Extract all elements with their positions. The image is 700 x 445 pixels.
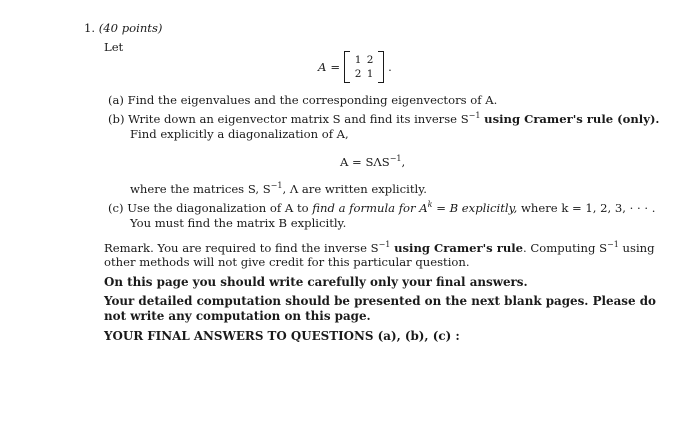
part-c-text: Use the diagonalization of A to (127, 201, 309, 215)
part-c-italic: find a formula for A (312, 201, 428, 215)
part-b-line2: Find explicitly a diagonalization of A, (130, 127, 349, 141)
remark-line2: other methods will not give credit for this particular question. (104, 255, 470, 269)
matrix-name: A (318, 59, 327, 74)
part-c-label: (c) (108, 201, 124, 215)
part-b-text: Write down an eigenvector matrix S and find its inverse S (128, 112, 469, 126)
diagonalization-equation (340, 154, 405, 169)
superscript: k (427, 200, 433, 209)
matrix-entries (352, 53, 376, 81)
problem-points: (40 points) (98, 21, 163, 35)
superscript: −1 (468, 111, 481, 120)
superscript: −1 (389, 154, 402, 163)
part-b-line3-post: , Λ are written explicitly. (282, 182, 427, 196)
remark-text: Remark. You are required to find the inverse S (104, 241, 379, 255)
part-b-emphasis: using Cramer's rule (only). (484, 112, 660, 126)
matrix-equals: = (330, 59, 341, 74)
let-text: Let (104, 40, 124, 54)
superscript: −1 (378, 240, 391, 249)
part-c-line1 (108, 200, 655, 215)
problem-number: 1. (84, 21, 96, 35)
matrix-entry: 1 (354, 54, 362, 66)
matrix-entry: 2 (354, 68, 362, 80)
remark-line1 (104, 240, 655, 255)
detailed-instruction-line1: Your detailed computation should be presented on the next blank pages. Please do (104, 294, 656, 308)
part-b-line3-text: where the matrices S, S (130, 182, 271, 196)
matrix-a-definition (318, 50, 392, 84)
detailed-instruction-line2: not write any computation on this page. (104, 309, 371, 323)
final-answers-header: YOUR FINAL ANSWERS TO QUESTIONS (a), (b), (c) : (104, 329, 460, 343)
superscript: −1 (270, 181, 283, 190)
equation-text: A = SΛS (340, 155, 390, 169)
equation-comma: , (401, 155, 406, 169)
part-c-line2: You must find the matrix B explicitly. (130, 216, 347, 230)
matrix-entry: 1 (366, 68, 374, 80)
final-answers-instruction: On this page you should write carefully only your final answers. (104, 275, 528, 289)
left-bracket (344, 51, 350, 83)
part-c-italic2: = B explicitly, (436, 201, 518, 215)
part-a-label: (a) (108, 93, 124, 107)
remark-post: using (622, 241, 655, 255)
part-b-line1 (108, 111, 659, 126)
matrix-period: . (388, 59, 392, 74)
part-a-text: Find the eigenvalues and the corresponding eigenvectors of A. (127, 93, 498, 107)
part-a (108, 93, 497, 107)
remark-emphasis: using Cramer's rule (394, 241, 524, 255)
remark-mid: . Computing S (523, 241, 608, 255)
problem-header (84, 21, 162, 35)
matrix-entry: 2 (366, 54, 374, 66)
part-b-line3 (130, 181, 427, 196)
part-c-post: where k = 1, 2, 3, · · · . (520, 201, 656, 215)
part-b-label: (b) (108, 112, 125, 126)
right-bracket (378, 51, 384, 83)
superscript: −1 (607, 240, 619, 249)
